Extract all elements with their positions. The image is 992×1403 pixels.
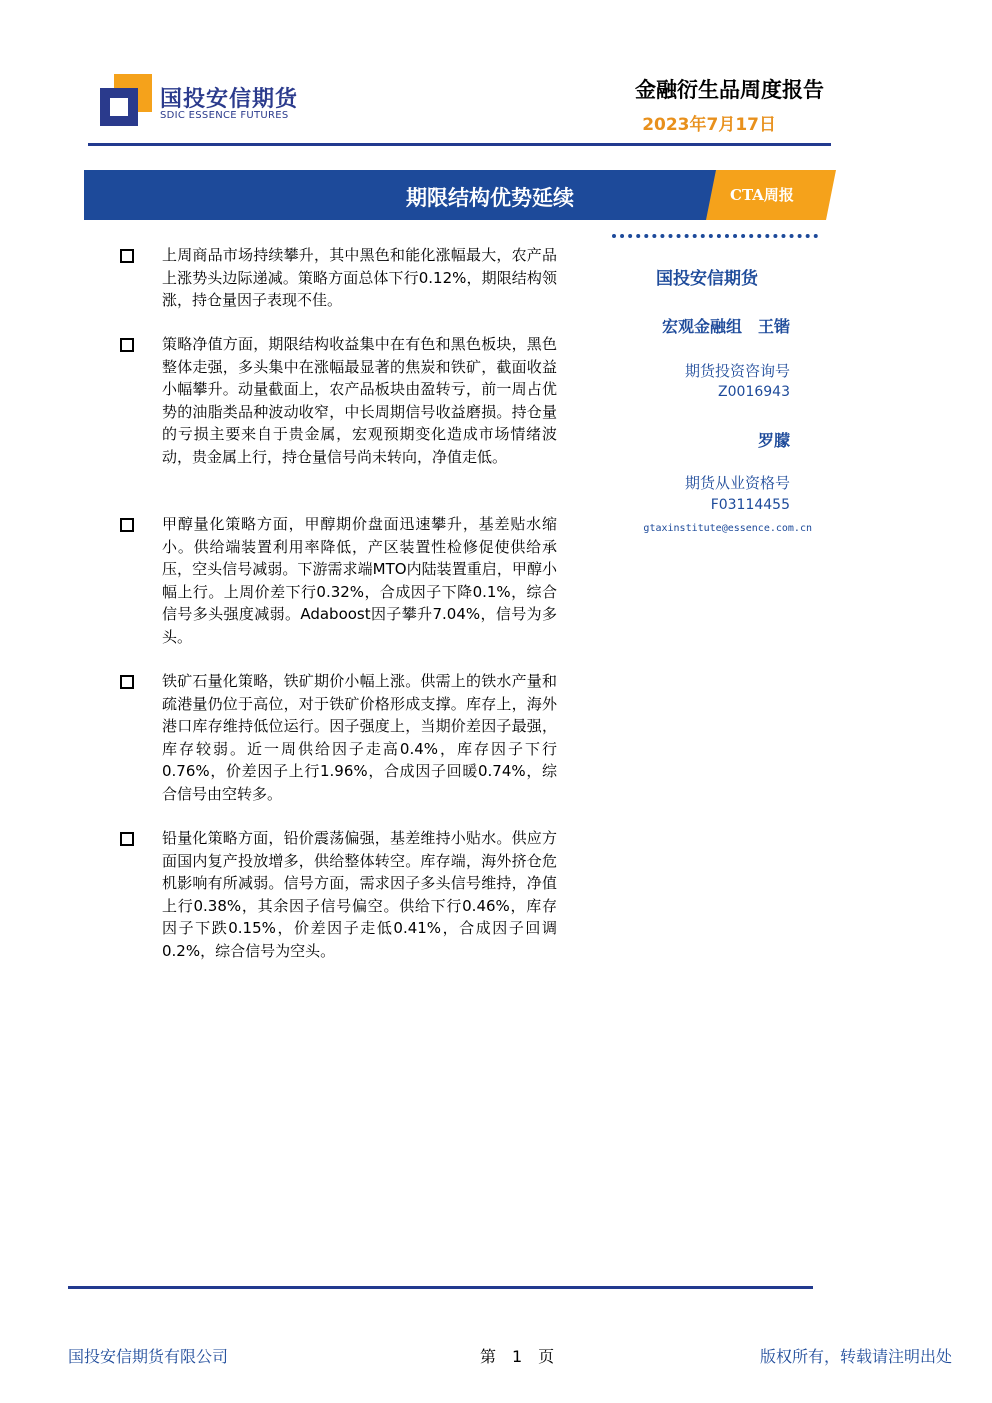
title-banner: [84, 170, 724, 220]
sidebar-cert1-value: Z0016943: [718, 384, 790, 400]
sidebar-cert1-label: 期货投资咨询号: [684, 362, 790, 380]
sidebar-dotted-divider: [612, 234, 818, 238]
bullet-icon: [120, 518, 134, 532]
paragraph-market-summary: 上周商品市场持续攀升，其中黑色和能化涨幅最大，农产品上涨势头边际递减。策略方面总体下行0.12%，期限结构领涨，持仓量因子表现不佳。: [162, 246, 557, 309]
report-date: 2023年7月17日: [642, 115, 776, 135]
top-divider: [88, 143, 831, 146]
report-type: 金融衍生品周度报告: [635, 78, 824, 102]
sidebar-cert2-label: 期货从业资格号: [684, 474, 790, 492]
logo-cn-text: 国投安信期货: [160, 87, 299, 112]
report-tag: CTA周报: [730, 186, 794, 204]
bullet-icon: [120, 249, 134, 263]
bullet-icon: [120, 338, 134, 352]
sidebar-analyst2: 罗朦: [757, 431, 790, 450]
bullet-icon: [120, 675, 134, 689]
footer-copyright: 版权所有，转载请注明出处: [759, 1347, 952, 1366]
sidebar-analyst-group: 宏观金融组 王锴: [661, 317, 790, 336]
bottom-divider: [68, 1286, 813, 1289]
company-logo: [100, 74, 300, 126]
logo-mark-icon: [100, 74, 152, 126]
logo-en-text: SDIC ESSENCE FUTURES: [160, 110, 289, 121]
report-title: 期限结构优势延续: [406, 186, 574, 210]
footer-company: 国投安信期货有限公司: [68, 1347, 229, 1366]
paragraph-strategy-nav: 策略净值方面，期限结构收益集中在有色和黑色板块，黑色整体走强，多头集中在涨幅最显著的焦炭和铁矿，截面收益小幅攀升。动量截面上，农产品板块由盈转亏，前一周占优势的油脂类品种波动收窄，中长周期信号收益磨损。持仓量的亏损主要来自于贵金属，宏观预期变化造成市场情绪波动，贵金属上行，持仓量信号尚未转向，净值走低。: [162, 335, 557, 466]
bullet-icon: [120, 832, 134, 846]
paragraph-lead: 铅量化策略方面，铅价震荡偏强，基差维持小贴水。供应方面国内复产投放增多，供给整体转空。库存端，海外挤仓危机影响有所减弱。信号方面，需求因子多头信号维持，净值上行0.38%，其余因子信号偏空。供给下行0.46%，库存因子下跌0.15%，价差因子走低0.41%，合成因子回调0.2%，综合信号为空头。: [162, 829, 557, 960]
paragraph-iron-ore: 铁矿石量化策略，铁矿期价小幅上涨。供需上的铁水产量和疏港量仍位于高位，对于铁矿价格形成支撑。库存上，海外港口库存维持低位运行。因子强度上，当期价差因子最强，库存较弱。近一周供给因子走高0.4%，库存因子下行0.76%，价差因子上行1.96%，合成因子回暖0.74%，综合信号由空转多。: [162, 672, 557, 803]
sidebar-email: gtaxinstitute@essence.com.cn: [643, 523, 812, 534]
sidebar-cert2-value: F03114455: [710, 497, 790, 513]
sidebar-company: 国投安信期货: [656, 269, 758, 289]
paragraph-methanol: 甲醇量化策略方面，甲醇期价盘面迅速攀升，基差贴水缩小。供给端装置利用率降低，产区装置性检修促使供给承压，空头信号减弱。下游需求端MTO内陆装置重启，甲醇小幅上行。上周价差下行0.32%，合成因子下降0.1%，综合信号多头强度减弱。Adaboost因子攀升7.04%，信号为多头。: [162, 515, 557, 646]
footer-page-number: 第 1 页: [480, 1347, 555, 1366]
